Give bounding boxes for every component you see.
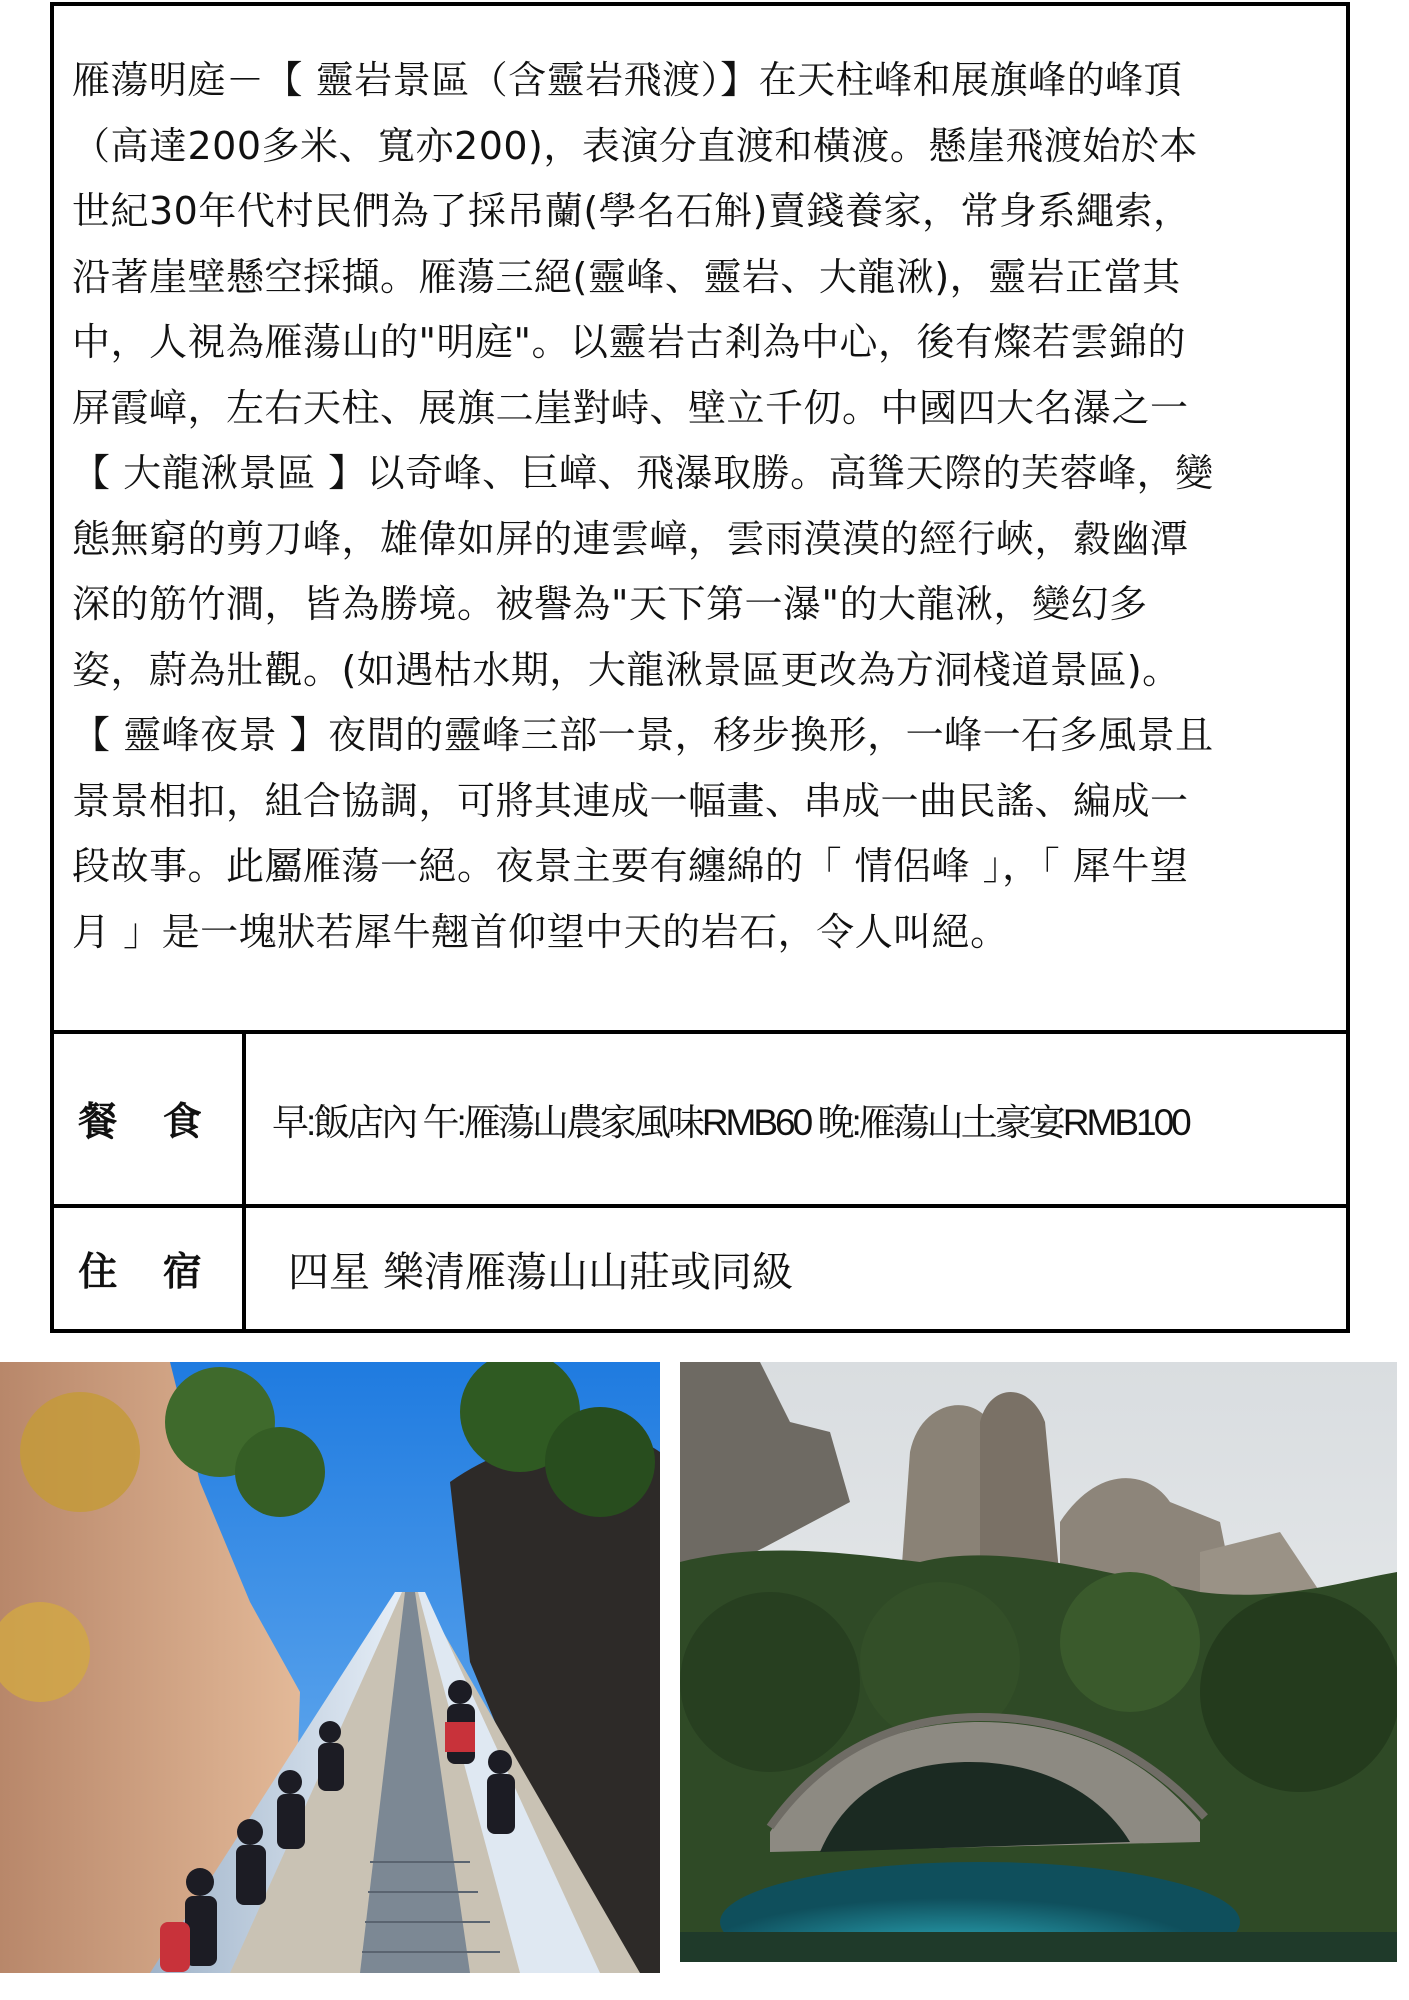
accommodation-label: 住 宿	[52, 1206, 244, 1331]
stone-bridge-peaks-photo	[680, 1362, 1397, 1962]
description-line: 景景相扣，組合協調，可將其連成一幅畫、串成一曲民謠、編成一	[72, 778, 1189, 823]
accommodation-value: 四星 樂清雁蕩山山莊或同級	[244, 1206, 1348, 1331]
description-line: 月 」是一塊狀若犀牛翹首仰望中天的岩石，令人叫絕。	[72, 909, 1009, 954]
description-line: 深的筋竹澗，皆為勝境。被譽為"天下第一瀑"的大龍湫，變幻多	[72, 582, 1148, 626]
escalator-mountain-photo	[0, 1362, 660, 1973]
description-line: 【 大龍湫景區 】以奇峰、巨嶂、飛瀑取勝。高聳天際的芙蓉峰，變	[72, 451, 1214, 495]
meal-row	[52, 1032, 1348, 1206]
description-line: 世紀30年代村民們為了採吊蘭(學名石斛)賣錢養家，常身系繩索，	[72, 189, 1192, 233]
description-line: 態無窮的剪刀峰，雄偉如屏的連雲嶂，雲雨漠漠的經行峽，縠幽潭	[72, 516, 1189, 561]
info-table	[50, 1030, 1350, 1333]
description-line: 沿著崖壁懸空採擷。雁蕩三絕(靈峰、靈岩、大龍湫)，靈岩正當其	[72, 254, 1181, 299]
description-line: 雁蕩明庭－【 靈岩景區（含靈岩飛渡）】在天柱峰和展旗峰的峰頂	[72, 58, 1183, 102]
description-line: 姿，蔚為壯觀。(如遇枯水期，大龍湫景區更改為方洞棧道景區)。	[72, 647, 1181, 692]
accommodation-row	[52, 1206, 1348, 1331]
meal-value: 早:飯店內 午:雁蕩山農家風味RMB60 晚:雁蕩山土豪宴RMB100	[244, 1032, 1348, 1206]
description-line: 中，人視為雁蕩山的"明庭"。以靈岩古剎為中心，後有燦若雲錦的	[72, 320, 1186, 364]
meal-label: 餐 食	[52, 1032, 244, 1206]
description-box	[50, 2, 1350, 1034]
description-line: 【 靈峰夜景 】夜間的靈峰三部一景，移步換形，一峰一石多風景且	[72, 713, 1214, 757]
description-line: （高達200多米、寬亦200)，表演分直渡和橫渡。懸崖飛渡始於本	[72, 123, 1198, 168]
description-line: 段故事。此屬雁蕩一絕。夜景主要有纏綿的「 情侶峰 」，「 犀牛望	[72, 844, 1189, 888]
description-line: 屏霞嶂，左右天柱、展旗二崖對峙、壁立千仞。中國四大名瀑之一	[72, 385, 1189, 430]
